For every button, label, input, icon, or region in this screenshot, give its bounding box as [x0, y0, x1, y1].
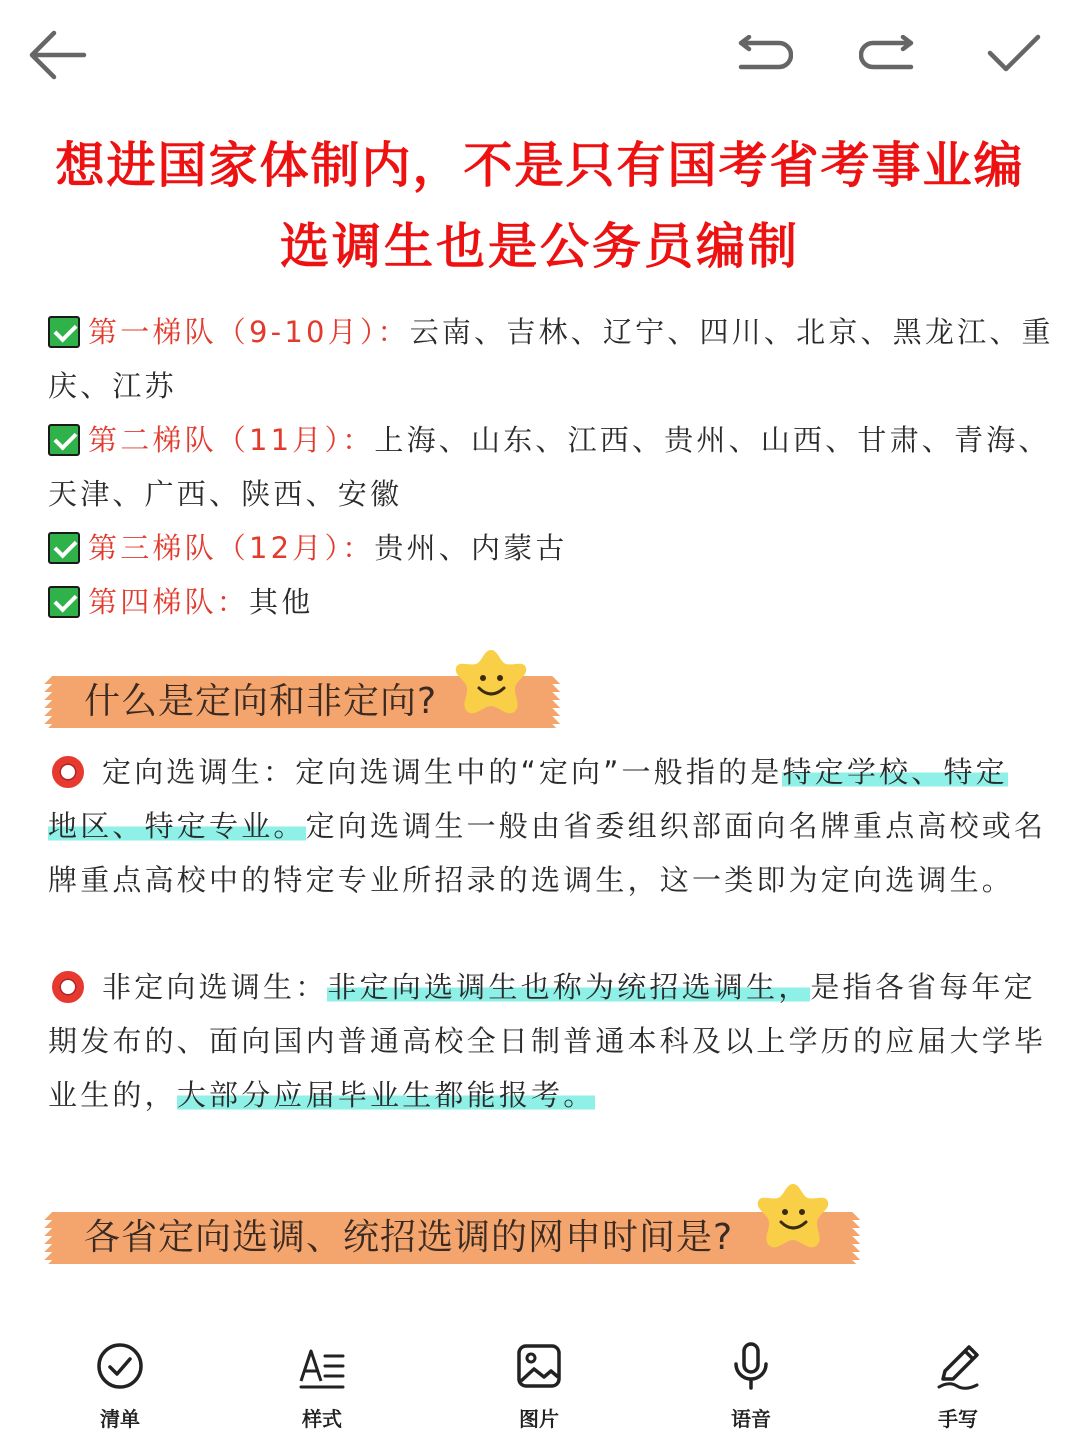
style-label: 样式	[302, 1407, 342, 1431]
image-label: 图片	[519, 1407, 559, 1431]
tier-label: 第一梯队（9-10月）：	[88, 315, 410, 349]
text-span: 非定向选调生：	[102, 970, 328, 1004]
undo-button[interactable]	[728, 22, 800, 88]
page-title-line-1: 想进国家体制内，不是只有国考省考事业编	[55, 137, 1025, 194]
tier-regions: 贵州、内蒙古	[374, 531, 568, 565]
highlighted-text: 特定学校、特定	[782, 755, 1008, 789]
handwriting-icon	[933, 1341, 983, 1391]
highlighted-text: 地区、特定专业。	[48, 809, 306, 843]
tier-label: 第四梯队：	[88, 585, 250, 619]
section-heading-banner	[52, 1212, 852, 1264]
checklist-icon	[95, 1341, 145, 1391]
tier-regions: 云南、吉林、辽宁、四川、北京、黑龙江、重	[409, 315, 1054, 349]
tier-regions: 其他	[249, 585, 314, 619]
highlighted-text: 非定向选调生也称为统招选调生，	[327, 970, 811, 1004]
checkmark-icon	[986, 33, 1042, 77]
style-button[interactable]	[272, 1340, 372, 1432]
tier-regions-continued: 庆、江苏	[48, 369, 177, 403]
red-circle-icon	[52, 971, 84, 1003]
image-button[interactable]	[489, 1340, 589, 1432]
bottom-toolbar	[0, 1330, 1080, 1440]
red-circle-icon	[52, 756, 84, 788]
image-icon	[514, 1341, 564, 1391]
text-style-icon	[297, 1341, 347, 1391]
tier-regions: 上海、山东、江西、贵州、山西、甘肃、青海、	[374, 423, 1051, 457]
tier-item	[48, 575, 1038, 629]
text-span: 业生的，	[48, 1078, 177, 1112]
green-check-icon	[48, 586, 80, 618]
green-check-icon	[48, 532, 80, 564]
smiley-star-sticker	[452, 644, 530, 720]
page-title-line-2: 选调生也是公务员编制	[279, 218, 800, 275]
green-check-icon	[48, 316, 80, 348]
checklist-label: 清单	[100, 1407, 140, 1431]
checklist-button[interactable]	[70, 1340, 170, 1432]
handwriting-label: 手写	[938, 1407, 978, 1431]
text-span: 是指各省每年定	[810, 970, 1036, 1004]
section-heading: 什么是定向和非定向?	[84, 681, 438, 722]
highlighted-text: 大部分应届毕业生都能报考。	[176, 1078, 596, 1112]
text-line: 期发布的、面向国内普通高校全日制普通本科及以上学历的应届大学毕	[48, 1024, 1047, 1058]
voice-label: 语音	[731, 1407, 771, 1431]
back-arrow-icon	[26, 25, 90, 85]
done-button[interactable]	[978, 22, 1050, 88]
text-span: 定向选调生：定向选调生中的“定向”一般指的是	[102, 755, 783, 789]
tier-list	[48, 305, 1054, 629]
back-button[interactable]	[22, 22, 94, 88]
redo-button[interactable]	[852, 22, 924, 88]
handwriting-button[interactable]	[908, 1340, 1008, 1432]
tier-label: 第二梯队（11月）：	[88, 423, 375, 457]
voice-button[interactable]	[701, 1340, 801, 1432]
tier-label: 第三梯队（12月）：	[88, 531, 375, 565]
text-span: 定向选调生一般由省委组织部面向名牌重点高校或名	[305, 809, 1047, 843]
smiley-star-sticker	[754, 1178, 832, 1254]
tier-item	[48, 521, 1038, 575]
nondirected-paragraph	[48, 960, 1047, 1122]
green-check-icon	[48, 424, 80, 456]
section-heading: 各省定向选调、统招选调的网申时间是?	[84, 1217, 734, 1258]
tier-item	[48, 305, 1054, 359]
top-toolbar	[0, 0, 1080, 110]
redo-icon	[859, 35, 917, 75]
directed-paragraph	[48, 745, 1047, 907]
undo-icon	[735, 35, 793, 75]
text-line: 牌重点高校中的特定专业所招录的选调生，这一类即为定向选调生。	[48, 863, 1015, 897]
microphone-icon	[726, 1341, 776, 1391]
tier-regions-continued: 天津、广西、陕西、安徽	[48, 477, 403, 511]
tier-item	[48, 413, 1051, 467]
